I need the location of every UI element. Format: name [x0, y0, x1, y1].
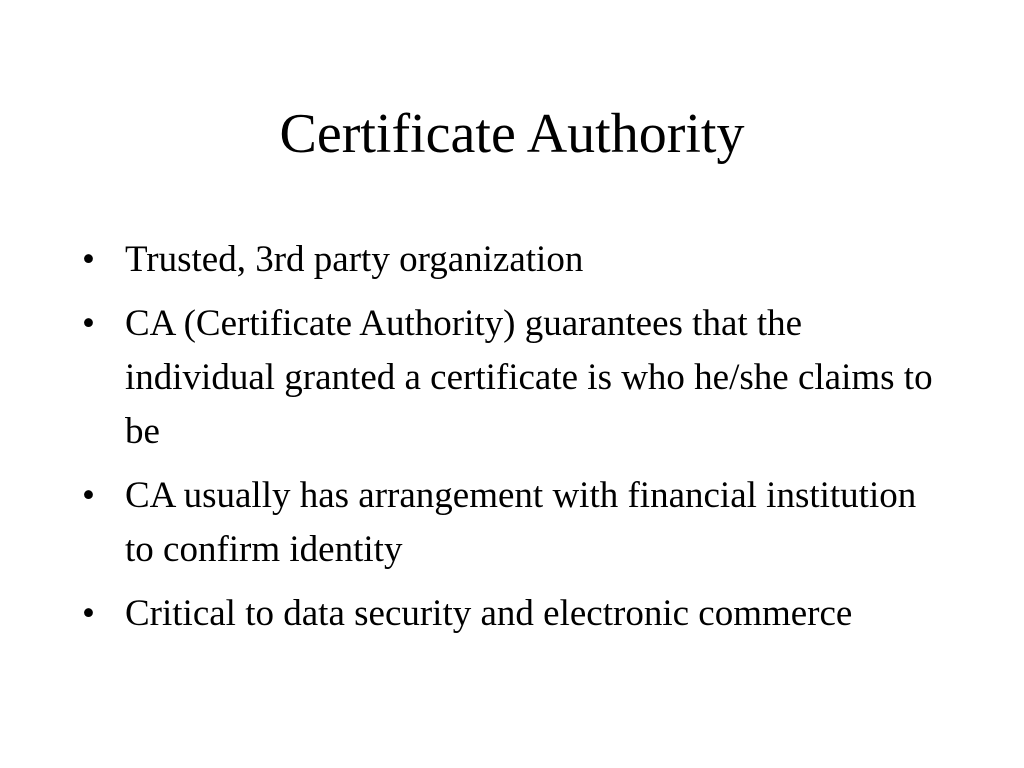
bullet-item	[82, 297, 942, 459]
bullet-text: CA (Certificate Authority) guarantees that the individual granted a certificate is who he/she claims to be	[125, 303, 933, 452]
bullet-text: Trusted, 3rd party organization	[125, 239, 584, 280]
bullet-marker: •	[82, 303, 95, 344]
bullet-text: Critical to data security and electronic commerce	[125, 593, 853, 634]
bullet-list	[82, 233, 942, 651]
bullet-item	[82, 587, 942, 641]
bullet-text: CA usually has arrangement with financial institution to confirm identity	[125, 475, 917, 570]
slide-title: Certificate Authority	[279, 103, 745, 165]
bullet-item	[82, 469, 942, 577]
bullet-marker: •	[82, 593, 95, 634]
bullet-marker: •	[82, 239, 95, 280]
bullet-item	[82, 233, 942, 287]
bullet-marker: •	[82, 475, 95, 516]
